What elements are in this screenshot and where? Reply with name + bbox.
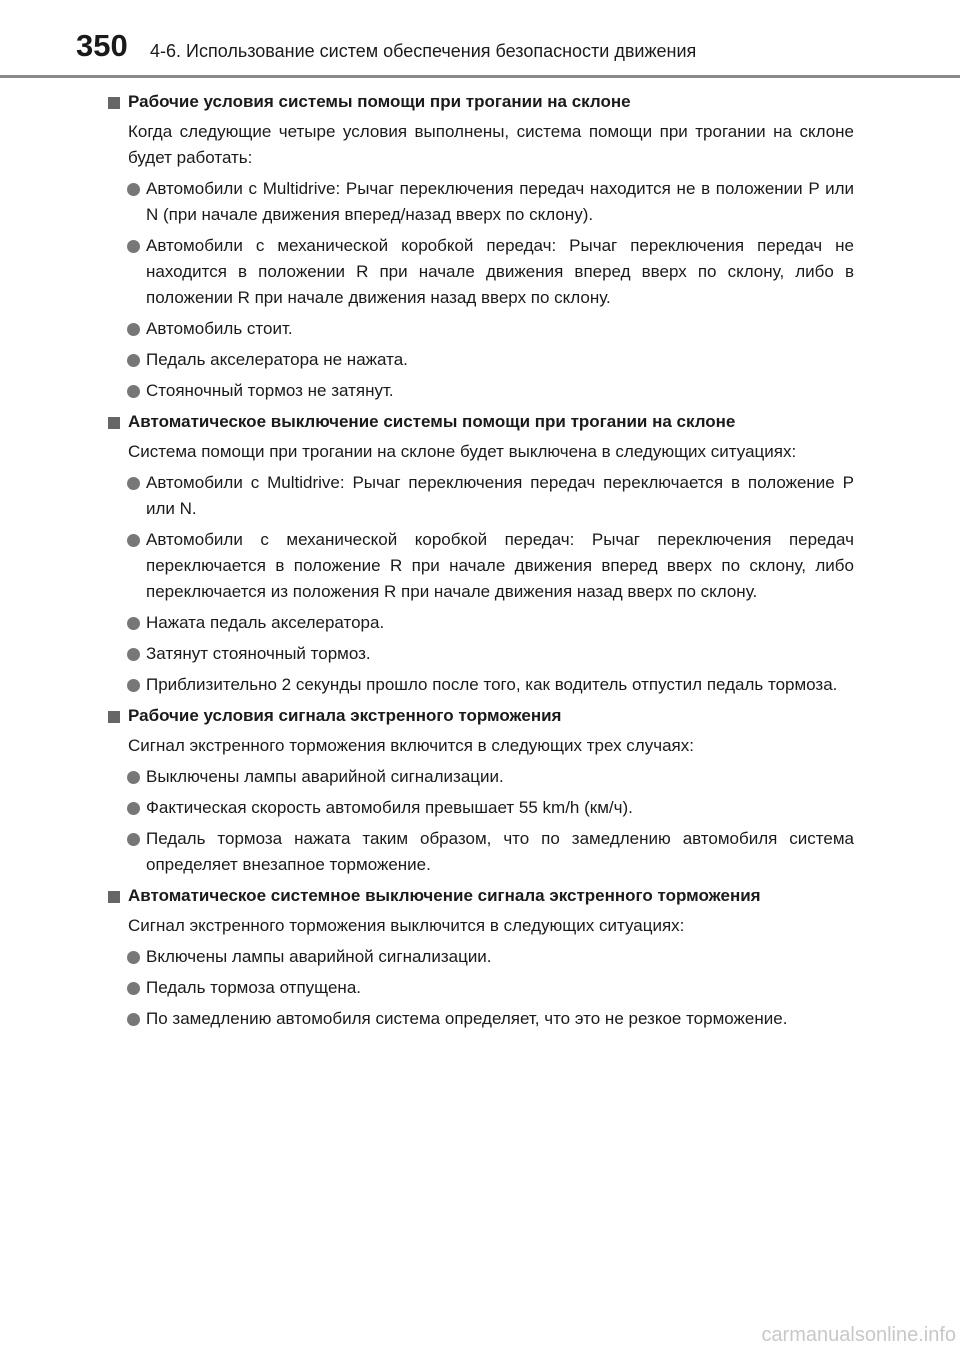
circle-bullet-icon [127,385,140,398]
list-item-text: Педаль акселератора не нажата. [146,350,408,369]
page-content [108,89,854,1037]
section-hill-start-conditions [108,89,854,404]
list-item [108,1006,854,1032]
section-heading-text: Автоматическое системное выключение сигнала экстренного торможения [128,886,761,905]
chapter-title: 4-6. Использование систем обеспечения безопасности движения [150,41,697,61]
list-item-text: Стояночный тормоз не затянут. [146,381,394,400]
circle-bullet-icon [127,477,140,490]
section-hill-start-auto-off [108,409,854,698]
section-heading-text: Рабочие условия сигнала экстренного торможения [128,706,562,725]
list-item-text: Нажата педаль акселератора. [146,613,385,632]
page-header [0,0,960,78]
list-item-text: Автомобили с механической коробкой передач: Рычаг переключения передач переключается в положение R при начале движения вперед вверх по склону, либо переключается из положения R при начале движения назад вверх по склону. [146,530,854,601]
section-heading-text: Рабочие условия системы помощи при трогании на склоне [128,92,631,111]
list-item-text: Педаль тормоза отпущена. [146,978,361,997]
page-number: 350 [76,28,128,63]
section-heading [108,703,854,729]
section-heading [108,409,854,435]
list-item [108,378,854,404]
site-watermark: carmanualsonline.info [720,1320,960,1350]
circle-bullet-icon [127,771,140,784]
list-item [108,764,854,790]
square-bullet-icon [108,417,120,429]
list-item-text: Автомобили с Multidrive: Рычаг переключения передач находится не в положении P или N (при начале движения вперед/назад вверх по склону). [146,179,854,224]
list-item [108,316,854,342]
list-item [108,944,854,970]
circle-bullet-icon [127,951,140,964]
section-intro: Сигнал экстренного торможения включится в следующих трех случаях: [128,736,694,755]
square-bullet-icon [108,711,120,723]
circle-bullet-icon [127,617,140,630]
section-emergency-signal-auto-off [108,883,854,1032]
circle-bullet-icon [127,679,140,692]
section-intro: Система помощи при трогании на склоне будет выключена в следующих ситуациях: [128,442,797,461]
circle-bullet-icon [127,323,140,336]
circle-bullet-icon [127,240,140,253]
circle-bullet-icon [127,833,140,846]
list-item-text: Автомобиль стоит. [146,319,293,338]
square-bullet-icon [108,97,120,109]
list-item-text: Фактическая скорость автомобиля превышает 55 km/h (км/ч). [146,798,633,817]
list-item-text: По замедлению автомобиля система определяет, что это не резкое торможение. [146,1009,788,1028]
list-item [108,975,854,1001]
list-item [108,470,854,522]
circle-bullet-icon [127,648,140,661]
list-item [108,610,854,636]
square-bullet-icon [108,891,120,903]
circle-bullet-icon [127,982,140,995]
list-item-text: Педаль тормоза нажата таким образом, что по замедлению автомобиля система определяет внезапное торможение. [146,829,854,874]
section-intro: Сигнал экстренного торможения выключится в следующих ситуациях: [128,916,685,935]
circle-bullet-icon [127,183,140,196]
list-item [108,176,854,228]
list-item [108,795,854,821]
section-heading-text: Автоматическое выключение системы помощи при трогании на склоне [128,412,736,431]
section-intro: Когда следующие четыре условия выполнены, система помощи при трогании на склоне будет работать: [128,122,854,167]
section-heading [108,883,854,909]
circle-bullet-icon [127,1013,140,1026]
list-item [108,347,854,373]
list-item-text: Затянут стояночный тормоз. [146,644,371,663]
list-item [108,826,854,878]
circle-bullet-icon [127,534,140,547]
list-item [108,233,854,311]
list-item-text: Приблизительно 2 секунды прошло после того, как водитель отпустил педаль тормоза. [146,675,838,694]
list-item [108,641,854,667]
circle-bullet-icon [127,802,140,815]
list-item-text: Включены лампы аварийной сигнализации. [146,947,492,966]
list-item-text: Автомобили с механической коробкой передач: Рычаг переключения передач не находится в положении R при начале движения вперед вверх по склону, либо в положении R при начале движения назад вверх по склону. [146,236,854,307]
list-item-text: Автомобили с Multidrive: Рычаг переключения передач переключается в положение P или N. [146,473,854,518]
circle-bullet-icon [127,354,140,367]
section-emergency-signal-conditions [108,703,854,878]
list-item-text: Выключены лампы аварийной сигнализации. [146,767,504,786]
section-heading [108,89,854,115]
list-item [108,527,854,605]
list-item [108,672,854,698]
